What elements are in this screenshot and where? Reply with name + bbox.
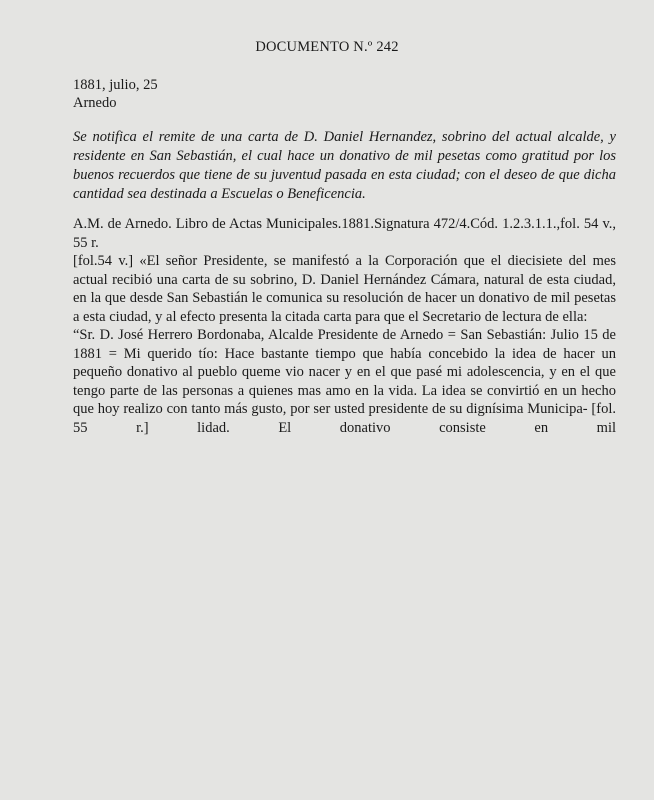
document-date: 1881, julio, 25 [73, 77, 158, 93]
document-summary: Se notifica el remite de una carta de D. Daniel Hernandez, sobrino del actual alcalde, y residente en San Sebastián, el cual hace un donativo de mil pesetas como gratitud por los buenos recuerdos que tiene de su juventud pasada en esta ciudad; con el deseo de que dicha cantidad sea destinada a Escuelas o Beneficencia. [73, 129, 616, 202]
document-body [73, 215, 616, 437]
source-reference: A.M. de Arnedo. Libro de Actas Municipales.1881.Signatura 472/4.Cód. 1.2.3.1.1.,fol. 54 v., 55 r. [73, 216, 616, 251]
dateline [73, 76, 158, 112]
document-title: DOCUMENTO N.º 242 [255, 39, 399, 55]
transcription-paragraph: [fol.54 v.] «El señor Presidente, se manifestó a la Corporación que el diecisiete del mes actual recibió una carta de su sobrino, D. Daniel Hernández Cámara, natural de esta ciudad, en la que desde San Sebastián le comunica su resolución de hacer un donativo de mil pesetas a esta ciudad, y al efecto presenta la citada carta para que el Secretario de lectura de ella: [73, 253, 616, 325]
document-place: Arnedo [73, 95, 117, 111]
letter-paragraph: “Sr. D. José Herrero Bordonaba, Alcalde Presidente de Arnedo = San Sebastián: Julio 15 de 1881 = Mi querido tío: Hace bastante tiempo que había concebido la idea de hacer un pequeño donativo al pueblo queme vio nacer y en el que pasé mi adolescencia, y en el que tengo parte de las personas a quienes mas amo en la vida. La idea se convirtió en un hecho que hoy realizo con tanto más gusto, por ser usted presidente de su dignísima Municipa- [fol. 55 r.] lidad. El donativo consiste en mil [73, 327, 616, 436]
